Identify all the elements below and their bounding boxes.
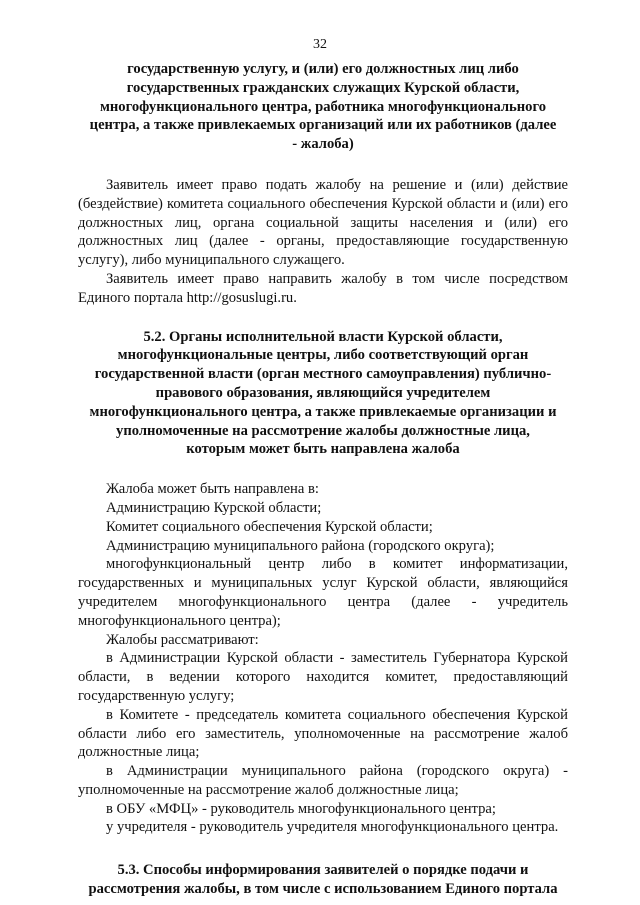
intro-heading — [78, 60, 568, 154]
section-heading-line: которым может быть направлена жалоба — [186, 441, 460, 458]
section-heading-line: многофункциональные центры, либо соответствующий орган — [117, 347, 529, 364]
section-heading-line: 5.3. Способы информирования заявителей о порядке подачи и — [117, 862, 529, 879]
intro-heading-line: многофункционального центра, работника многофункционального — [99, 98, 547, 115]
spacer — [78, 459, 568, 480]
body-paragraph: у учредителя - руководитель учредителя многофункционального центра. — [106, 819, 559, 836]
section-heading-line: государственной власти (орган местного самоуправления) публично- — [94, 366, 552, 383]
body-paragraph: Администрацию Курской области; — [106, 499, 322, 516]
section-heading-line: рассмотрения жалобы, в том числе с использованием Единого портала — [88, 881, 558, 898]
intro-heading-line: центра, а также привлекаемых организаций или их работников (далее — [89, 117, 557, 134]
body-paragraph: в Администрации Курской области - заместитель Губернатора Курской области, в ведении которого находится комитет, предоставляющий государственную услугу; — [78, 650, 568, 704]
body-paragraph: Администрацию муниципального района (городского округа); — [106, 537, 495, 554]
body-paragraph: Жалоба может быть направлена в: — [106, 481, 319, 498]
spacer — [78, 837, 568, 861]
section-heading-line: 5.2. Органы исполнительной власти Курской области, — [143, 328, 503, 345]
intro-body — [78, 176, 568, 308]
intro-heading-line: государственных гражданских служащих Курской области, — [126, 79, 520, 96]
section-heading-line: правового образования, являющийся учредителем — [155, 384, 491, 401]
spacer — [78, 154, 568, 176]
page-number: 32 — [313, 37, 327, 52]
body-paragraph: в Администрации муниципального района (городского округа) - уполномоченные на рассмотрение жалоб должностные лица; — [78, 763, 568, 798]
intro-heading-line: государственную услугу, и (или) его должностных лиц либо — [127, 61, 519, 77]
body-paragraph: Заявитель имеет право подать жалобу на решение и (или) действие (бездействие) комитета социального обеспечения Курской области и (или) его должностных лиц, органа социальной защиты населения и (или) его должностных лиц (далее - органы, предоставляющие государственную услугу), либо муниципального служащего. — [78, 176, 568, 269]
intro-heading-line: - жалоба) — [292, 136, 354, 153]
spacer — [78, 308, 568, 328]
body-paragraph: Жалобы рассматривают: — [106, 631, 259, 648]
section-heading-line: уполномоченные на рассмотрение жалобы должностные лица, — [116, 422, 530, 439]
section-5-2-heading — [78, 328, 568, 460]
section-5-3-heading — [78, 861, 568, 899]
section-5-2-body — [78, 480, 568, 837]
body-paragraph: в Комитете - председатель комитета социального обеспечения Курской области либо его заместитель, уполномоченные на рассмотрение жалоб должностные лица; — [78, 706, 568, 761]
body-paragraph: Заявитель имеет право направить жалобу в том числе посредством Единого портала http://gosuslugi.ru. — [78, 270, 568, 306]
body-paragraph: Комитет социального обеспечения Курской области; — [106, 518, 433, 535]
body-paragraph: в ОБУ «МФЦ» - руководитель многофункционального центра; — [106, 800, 496, 817]
section-heading-line: многофункционального центра, а также привлекаемые организации и — [89, 403, 557, 420]
page-content — [78, 60, 568, 899]
body-paragraph: многофункциональный центр либо в комитет информатизации, государственных и муниципальных услуг Курской области, являющийся учредителем многофункционального центра (далее - учредитель многофункционального центра); — [78, 556, 568, 629]
